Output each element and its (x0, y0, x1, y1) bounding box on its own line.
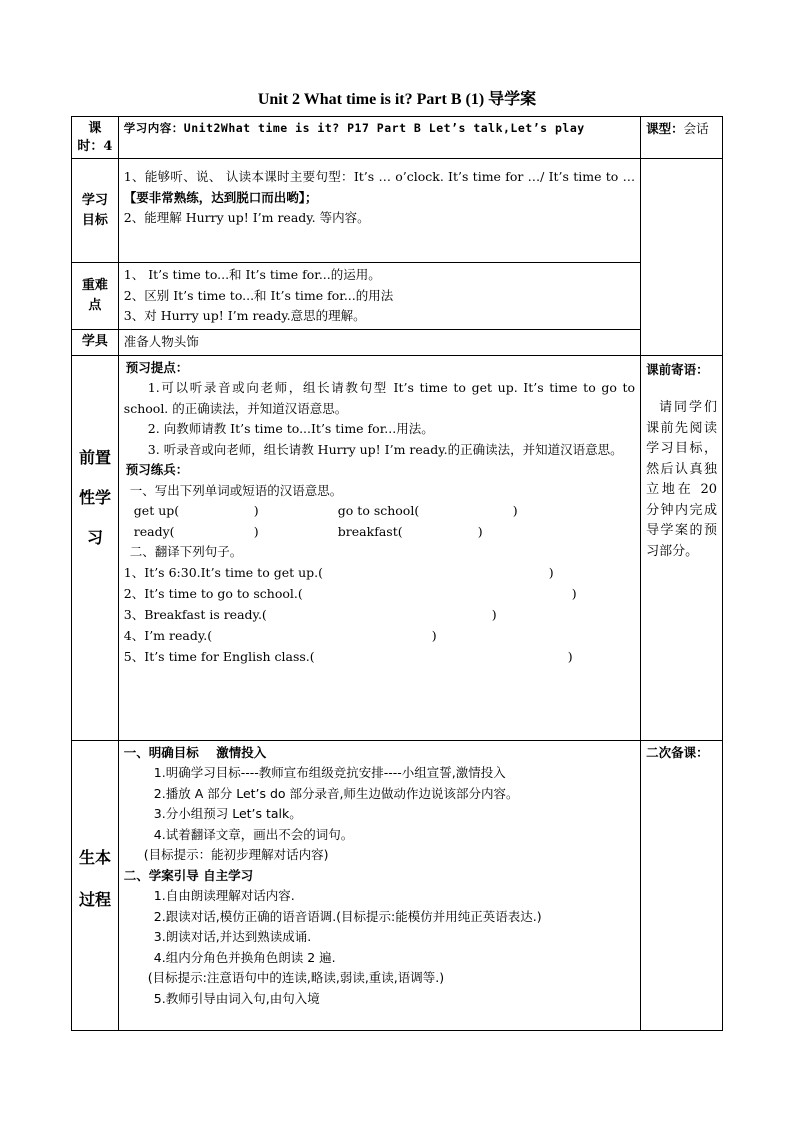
lesson-type-label: 课型： (646, 121, 684, 136)
word-blank-close: ) (253, 523, 259, 539)
process-item: (目标提示:注意语句中的连读,略读,弱读,重读,语调等.) (147, 970, 445, 985)
sentence-text: 5、It’s time for English class.( (123, 648, 315, 664)
preview-content (118, 355, 640, 740)
word-blank-close: ) (253, 503, 259, 518)
process-label-text: 生本过程 (78, 847, 111, 909)
sentence-line (124, 605, 635, 626)
sentence-text: 3、Breakfast is ready.( (123, 606, 267, 622)
key-points-label: 重难点 (72, 263, 119, 330)
lesson-label: 课时：4 (72, 117, 119, 159)
preview-row (72, 355, 723, 740)
word-blank-close: ) (477, 523, 483, 539)
sentence-line (124, 647, 635, 668)
right-blank-top (641, 159, 723, 356)
word-blank: ready( (133, 523, 175, 539)
tools-value: 准备人物头饰 (118, 329, 640, 355)
preview-label-text: 前置性学习 (78, 447, 111, 547)
process-item: 2.播放 A 部分 Let’s do 部分录音,师生边做动作边说该部分内容。 (153, 785, 519, 801)
key-point: 3、对 Hurry up! I’m ready.意思的理解。 (123, 308, 366, 323)
sentence-text: 1、It’s 6:30.It’s time to get up.( (123, 564, 324, 580)
study-plan-table (71, 116, 723, 1031)
tip-item: 3. 听录音或向老师，组长请教 Hurry up! I’m ready.的正确读法，并知道汉语意思。 (147, 441, 623, 457)
word-blank: go to school( (337, 503, 420, 518)
process-item: 4.组内分角色并换角色朗读 2 遍. (153, 949, 336, 965)
goal-line-1 (124, 167, 635, 208)
process-item: 1.自由朗读理解对话内容. (153, 888, 295, 903)
lesson-type-value: 会话 (683, 121, 709, 136)
process-note (641, 740, 723, 1030)
sentence-text: 4、I’m ready.( (123, 627, 213, 643)
sentence-close: ) (431, 627, 437, 643)
goal-line-1-emphasis: 【要非常熟练，达到脱口而出哟】； (123, 189, 318, 205)
goals-label: 学习目标 (72, 159, 119, 263)
sentence-line (124, 626, 635, 647)
word-blank: get up( (133, 503, 180, 518)
sentence-close: ) (491, 606, 497, 622)
words-line-2 (124, 522, 635, 543)
practice-part-1: 一、写出下列单词或短语的汉语意思。 (129, 482, 343, 498)
key-points-row (72, 263, 723, 330)
process-item: 3.朗读对话,并达到熟读成诵. (153, 929, 312, 944)
process-item: 3.分小组预习 Let’s talk。 (153, 806, 302, 821)
sentence-close: ) (571, 585, 577, 601)
process-item: 5.教师引导由词入句,由句入境 (153, 990, 320, 1006)
sentence-close: ) (548, 564, 554, 580)
sentence-line (124, 584, 635, 605)
preview-note (641, 355, 723, 740)
practice-part-2: 二、翻译下列句子。 (129, 544, 243, 559)
word-blank-close: ) (512, 503, 518, 518)
process-section-2-title: 二、学案引导 自主学习 (123, 867, 254, 883)
practice-title: 预习练兵： (125, 462, 189, 477)
preview-label (72, 355, 119, 740)
goals-row (72, 159, 723, 263)
lesson-content: 学习内容：Unit2What time is it? P17 Part B Let’s talk,Let’s play (118, 117, 640, 159)
preview-note-body: 请同学们课前先阅读学习目标，然后认真独立地在 20 分钟内完成导学案的预习部分。 (646, 400, 717, 559)
sentence-line (124, 563, 635, 584)
tip-item: 2. 向教师请教 It’s time to...It’s time for...用法。 (147, 421, 434, 436)
key-points-content (118, 263, 640, 330)
preview-note-title: 课前寄语： (646, 361, 709, 377)
goal-line-2: 2、能理解 Hurry up! I’m ready. 等内容。 (123, 210, 370, 225)
tools-row (72, 329, 723, 355)
process-note-title: 二次备课： (646, 744, 709, 760)
process-label (72, 740, 119, 1030)
process-section-1-title: 一、明确目标 激情投入 (123, 744, 267, 760)
goal-line-1-text: 1、能够听、说、 认读本课时主要句型：It’s … o’clock. It’s time for …/ It’s time to … (123, 169, 636, 184)
goals-content (118, 159, 640, 263)
sentence-close: ) (567, 648, 573, 664)
tools-label: 学具 (72, 329, 119, 355)
key-point: 1、 It’s time to...和 It’s time for...的运用。 (123, 267, 381, 282)
process-content (118, 740, 640, 1030)
lesson-type (641, 117, 723, 159)
tip-item: 1.可以听录音或向老师，组长请教句型 It’s time to get up. It’s time to go to school. 的正确读法，并知道汉语意思。 (123, 380, 636, 416)
process-item: 2.跟读对话,模仿正确的语音语调.(目标提示:能模仿并用纯正英语表达.) (153, 908, 542, 924)
key-point: 2、区别 It’s time to...和 It’s time for...的用法 (123, 287, 394, 303)
word-blank: breakfast( (337, 523, 403, 539)
process-item: 4.试着翻译文章，画出不会的词句。 (153, 826, 354, 842)
process-item: 1.明确学习目标----教师宣布组级竞抗安排----小组宣誓,激情投入 (153, 765, 506, 780)
process-item: (目标提示：能初步理解对话内容) (143, 847, 329, 862)
sentence-text: 2、It’s time to go to school.( (123, 585, 303, 601)
page-title: Unit 2 What time is it? Part B (1) 导学案 (257, 91, 537, 108)
process-row (72, 740, 723, 1030)
tips-title: 预习提点： (125, 359, 189, 375)
words-line-1 (124, 501, 635, 522)
lesson-row (72, 117, 723, 159)
